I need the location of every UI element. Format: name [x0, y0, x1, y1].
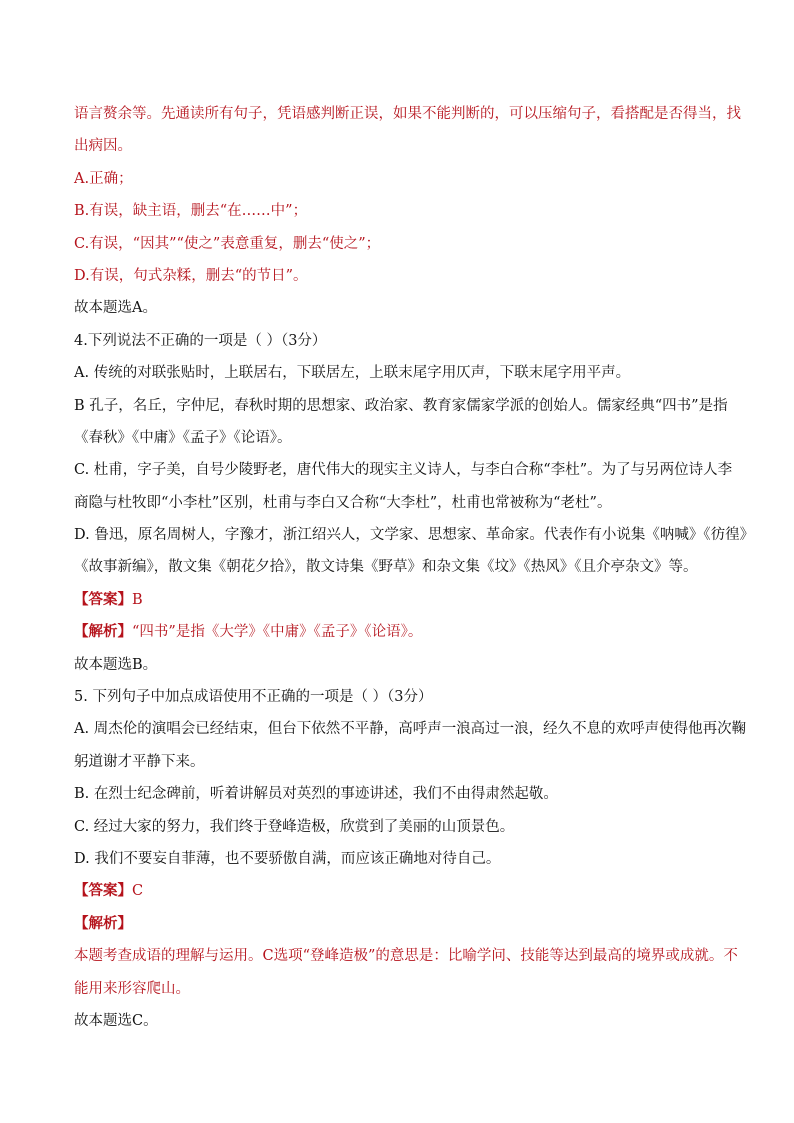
question-4-answer [74, 584, 730, 616]
question-5-stem: 5. 下列句子中加点成语使用不正确的一项是（ ）（3分） [74, 689, 433, 706]
question-4-option-b: B 孔子，名丘，字仲尼，春秋时期的思想家、政治家、教育家儒家学派的创始人。儒家经典“四书”是指 [74, 397, 728, 414]
analysis-text-line: 语言赘余等。先通读所有句子，凭语感判断正误，如果不能判断的，可以压缩句子，看搭配是否得当，找 [74, 106, 741, 122]
analysis-label: 【解析】 [74, 914, 132, 932]
analysis-label: 【解析】 [74, 623, 132, 641]
answer-label: 【答案】 [74, 882, 132, 900]
answer-label: 【答案】 [74, 590, 132, 608]
conclusion: 故本题选A。 [74, 300, 157, 317]
question-4-analysis [74, 616, 730, 648]
question-5-option-b: B. 在烈士纪念碑前，听着讲解员对英烈的事迹讲述，我们不由得肃然起敬。 [74, 786, 558, 803]
question-4-option-d: D. 鲁迅，原名周树人，字豫才，浙江绍兴人，文学家、思想家、革命家。代表作有小说集《呐喊》《彷徨》 [74, 527, 755, 544]
question-5-analysis-header [74, 908, 730, 940]
question-4-option-b-cont: 《春秋》《中庸》《孟子》《论语》。 [74, 429, 292, 446]
question-5-conclusion: 故本题选C。 [74, 1012, 158, 1029]
option-c-analysis: C.有误，“因其”“使之”表意重复，删去“使之”； [74, 235, 381, 252]
question-4-option-a: A. 传统的对联张贴时，上联居右，下联居左，上联末尾字用仄声，下联末尾字用平声。 [74, 365, 631, 382]
question-5-option-c: C. 经过大家的努力，我们终于登峰造极，欣赏到了美丽的山顶景色。 [74, 818, 515, 835]
question-4-option-c: C. 杜甫，字子美，自号少陵野老，唐代伟大的现实主义诗人，与李白合称“李杜”。为了与另两位诗人李 [74, 462, 733, 479]
analysis-text-line: 出病因。 [74, 138, 132, 155]
answer-value: C [132, 883, 144, 900]
option-a-analysis: A.正确； [74, 170, 133, 187]
option-d-analysis: D.有误，句式杂糅，删去“的节日”。 [74, 267, 308, 284]
document-page [74, 98, 755, 1037]
answer-value: B [132, 591, 143, 608]
question-4-option-d-cont: 《故事新编》，散文集《朝花夕拾》，散文诗集《野草》和杂文集《坟》《热风》《且介亭杂文》等。 [74, 559, 698, 576]
option-b-analysis: B.有误，缺主语，删去“在……中”； [74, 203, 308, 220]
question-4-option-c-cont: 商隐与杜牧即“小李杜”区别，杜甫与李白又合称“大李杜”，杜甫也常被称为“老杜”。 [74, 494, 612, 511]
question-5-option-a: A. 周杰伦的演唱会已经结束，但台下依然不平静，高呼声一浪高过一浪，经久不息的欢呼声使得他再次鞠 [74, 721, 747, 738]
question-5-option-d: D. 我们不要妄自菲薄，也不要骄傲自满，而应该正确地对待自己。 [74, 850, 501, 867]
question-4-conclusion: 故本题选B。 [74, 656, 158, 673]
question-4-stem: 4.下列说法不正确的一项是（ ）（3分） [74, 332, 327, 349]
question-5-answer [74, 875, 730, 907]
question-5-analysis-text: 本题考查成语的理解与运用。C选项“登峰造极”的意思是：比喻学问、技能等达到最高的境界或成就。不 [74, 948, 738, 965]
question-5-analysis-text-cont: 能用来形容爬山。 [74, 980, 190, 997]
analysis-text: “四书”是指《大学》《中庸》《孟子》《论语》。 [132, 624, 423, 641]
question-5-option-a-cont: 躬道谢才平静下来。 [74, 753, 205, 770]
